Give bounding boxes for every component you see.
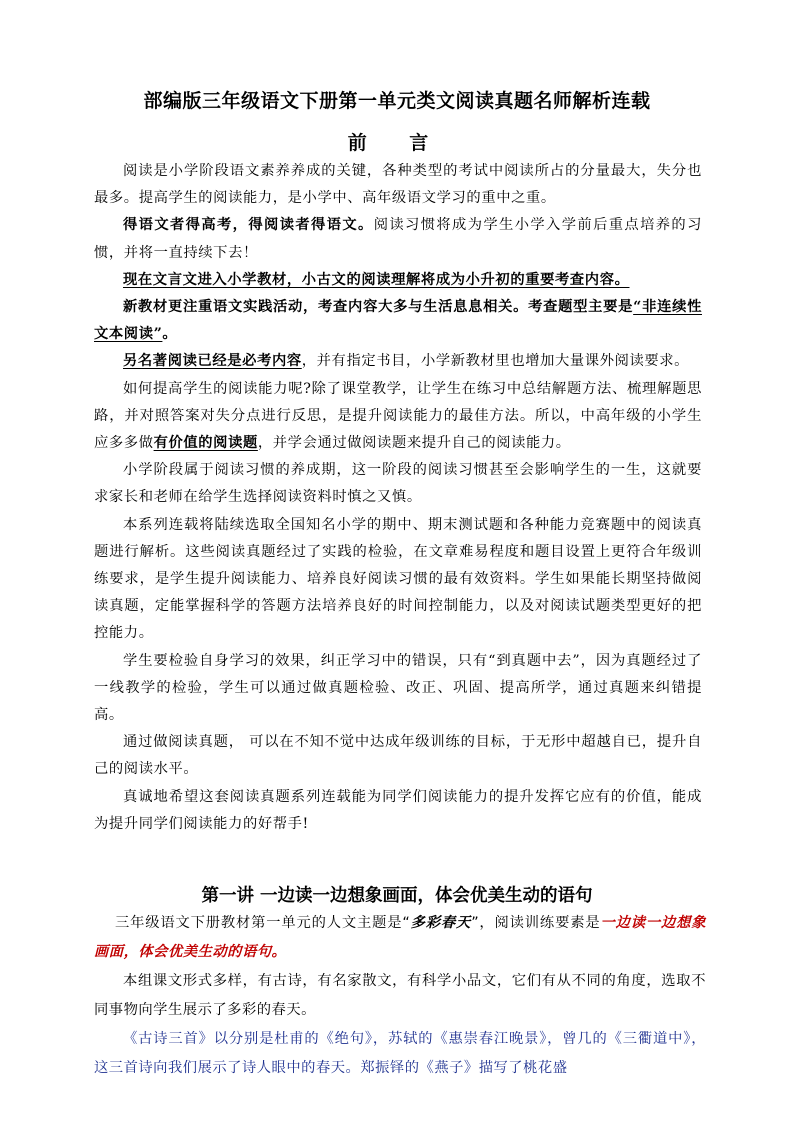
classical-chinese-note: 现在文言文进入小学教材，小古文的阅读理解将成为小升初的重要考查内容。 [123, 271, 630, 288]
theme-text: 多彩春天 [410, 915, 472, 931]
reading-focus: 一边读一边想象画面，体会优美生动的语句。 [94, 915, 707, 960]
paragraph-text: ”，阅读训练要素是 [471, 915, 601, 931]
preface-paragraph-6 [94, 376, 702, 458]
document-title: 部编版三年级语文下册第一单元类文阅读真题名师解析连载 [143, 90, 651, 112]
preface-heading: 前 言 [347, 132, 447, 154]
preface-paragraph-7: 小学阶段属于阅读习惯的养成期，这一阶段的阅读习惯甚至会影响学生的一生，这就要求家长和老师在给学生选择阅读资料时慎之又慎。 [94, 462, 702, 506]
lecture-body [94, 909, 706, 1083]
classics-reading-note: 另名著阅读已经是必考内容 [123, 353, 302, 370]
lecture-heading: 第一讲 一边读一边想象画面，体会优美生动的语句 [201, 886, 593, 906]
paragraph-text: ，并有指定书目，小学新教材里也增加大量课外阅读要求。 [301, 353, 690, 370]
lecture-paragraph-3: 《古诗三首》以分别是杜甫的《绝句》，苏轼的《惠崇春江晚景》，曾几的《三衢道中》，这三首诗向我们展示了诗人眼中的春天。郑振铎的《燕子》描写了桃花盛 [94, 1031, 706, 1076]
preface-body [94, 158, 702, 838]
valuable-questions: 有价值的阅读题 [153, 435, 258, 452]
preface-paragraph-10: 通过做阅读真题， 可以在不知不觉中达成年级训练的目标，于无形中超越自已，提升自己的阅读水平。 [94, 734, 702, 778]
preface-paragraph-4 [94, 294, 702, 348]
paragraph-text: 三年级语文下册教材第一单元的人文主题是“ [115, 915, 411, 931]
preface-paragraph-5 [94, 348, 702, 375]
preface-paragraph-2 [94, 212, 702, 266]
paragraph-text: 阅读习惯将成为学生小学入学前后重点培养的习惯，并将一直持续下去！ [94, 217, 702, 261]
preface-paragraph-8: 本系列连载将陆续选取全国知名小学的期中、期末测试题和各种能力竞赛题中的阅读真题进行解析。这些阅读真题经过了实践的检验，在文章难易程度和题目设置上更符合年级训练要求，是学生提升阅读能力、培养良好阅读习惯的最有效资料。学生如果能长期坚持做阅读真题，定能掌握科学的答题方法培养良好的时间控制能力，以及对阅读试题类型更好的把控能力。 [94, 516, 702, 642]
preface-paragraph-9: 学生要检验自身学习的效果，纠正学习中的错误，只有“到真题中去”，因为真题经过了一线教学的检验，学生可以通过做真题检验、改正、巩固、提高所学，通过真题来纠错提高。 [94, 652, 702, 724]
preface-paragraph-1: 阅读是小学阶段语文素养养成的关键，各种类型的考试中阅读所占的分量最大，失分也最多。提高学生的阅读能力，是小学中、高年级语文学习的重中之重。 [94, 163, 702, 207]
paragraph-end: 。 [162, 326, 178, 343]
lecture-paragraph-2: 本组课文形式多样，有古诗，有名家散文，有科学小品文，它们有从不同的角度，选取不同事物向学生展示了多彩的春天。 [94, 973, 706, 1018]
paragraph-text: 如何提高学生的阅读能力呢?除了课堂教学，让学生在练习中总结解题方法、梳理解题思路，并对照答案对失分点进行反思，是提升阅读能力的最佳方法。所以，中高年级的小学生应多多做 [94, 380, 702, 452]
paragraph-text: ，并学会通过做阅读题来提升自己的阅读能力。 [257, 435, 571, 452]
slogan-bold: 得语文者得高考，得阅读者得语文。 [123, 217, 374, 234]
preface-paragraph-11: 真诚地希望这套阅读真题系列连载能为同学们阅读能力的提升发挥它应有的价值，能成为提升同学们阅读能力的好帮手! [94, 788, 702, 832]
new-textbook-note: 新教材更注重语文实践活动，考查内容大多与生活息息相关。考查题型主要是 [123, 299, 634, 316]
non-continuous-text: “非连续性文本阅读” [94, 299, 702, 343]
preface-paragraph-3 [94, 267, 702, 294]
lecture-paragraph-1 [94, 909, 706, 967]
